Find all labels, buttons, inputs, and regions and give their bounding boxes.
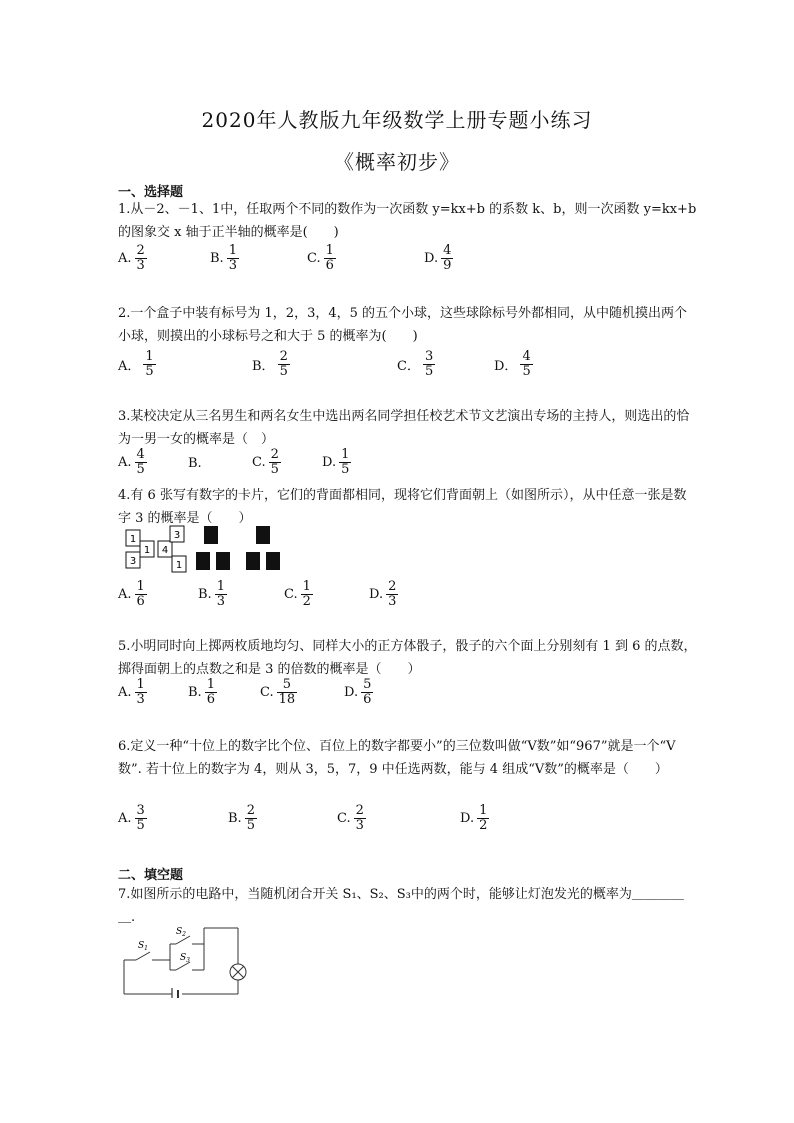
- q2-option-c: C． $\frac{3}{5}$: [397, 349, 434, 379]
- card-face-5: [170, 526, 184, 542]
- q3-option-d: D. $\frac{1}{5}$: [322, 447, 350, 477]
- q1-option-b: B. $\frac{1}{3}$: [210, 243, 237, 273]
- q4-option-b: B. $\frac{1}{3}$: [198, 579, 225, 609]
- card-face-4: [158, 541, 172, 557]
- q6-option-c: C. $\frac{2}{3}$: [337, 803, 364, 833]
- cards-figure: [118, 522, 288, 578]
- q5-option-b: B. $\frac{1}{6}$: [188, 677, 215, 707]
- q3-option-c: C. $\frac{2}{5}$: [252, 447, 279, 477]
- switch-label-s1: $S_1$: [138, 941, 148, 952]
- q1-option-c: C. $\frac{1}{6}$: [307, 243, 334, 273]
- question-3-text: 3.某校决定从三名男生和两名女生中选出两名同学担任校艺术节文艺演出专场的主持人，则选出的恰为一男一女的概率是（ ）: [118, 409, 690, 447]
- question-6-text: 6.定义一种“十位上的数字比个位、百位上的数字都要小”的三位数叫做“V数”如“967”就是一个“V数”. 若十位上的数字为 4，则从 3，5，7，9 中任选两数，能与 4 组成“V数”的概率是（ ）: [118, 739, 676, 777]
- q1-option-a: A. $\frac{2}{3}$: [118, 243, 145, 273]
- question-5-text: 5.小明同时向上掷两枚质地均匀、同样大小的正方体骰子，骰子的六个面上分别刻有 1 到 6 的点数，掷得面朝上的点数之和是 3 的倍数的概率是（ ）: [118, 639, 697, 677]
- switch-label-s2: $S_2$: [176, 927, 186, 938]
- card-back-2: [196, 552, 210, 570]
- card-face-1: [126, 530, 140, 546]
- q5-option-a: A. $\frac{1}{3}$: [118, 677, 145, 707]
- q4-option-d: D. $\frac{2}{3}$: [369, 579, 397, 609]
- card-label-2: 3: [129, 556, 137, 567]
- card-face-3: [140, 541, 154, 557]
- card-back-1: [204, 526, 218, 544]
- page-title: 2020年人教版九年级数学上册专题小练习: [201, 108, 593, 132]
- card-back-3: [216, 552, 230, 570]
- q4-option-c: C. $\frac{1}{2}$: [284, 579, 311, 609]
- q2-option-b: B． $\frac{2}{5}$: [252, 349, 288, 379]
- q3-option-b: B.: [188, 456, 202, 471]
- card-back-4: [256, 526, 270, 544]
- card-face-2: [126, 552, 140, 568]
- card-back-6: [266, 552, 280, 570]
- question-7-text: 7.如图所示的电路中，当随机闭合开关 S₁、S₂、S₃中的两个时，能够让灯泡发光的概率为＿＿＿＿＿.: [118, 887, 684, 925]
- card-label-3: 1: [143, 545, 151, 556]
- card-back-5: [246, 552, 260, 570]
- switch-label-s3: $S_3$: [180, 953, 190, 964]
- q5-option-d: D. $\frac{5}{6}$: [344, 677, 372, 707]
- card-face-6: [172, 556, 186, 572]
- card-label-1: 1: [129, 534, 137, 545]
- q5-option-c: C. $\frac{5}{18}$: [260, 677, 296, 707]
- circuit-diagram: [118, 924, 258, 998]
- card-label-4: 4: [161, 545, 169, 556]
- q6-option-a: A. $\frac{3}{5}$: [118, 803, 145, 833]
- q2-option-a: A． $\frac{1}{5}$: [118, 349, 154, 379]
- section-fill-heading: 二、填空题: [118, 868, 184, 883]
- section-choice-heading: 一、选择题: [118, 185, 184, 200]
- q1-option-d: D. $\frac{4}{9}$: [424, 243, 452, 273]
- q2-option-d: D． $\frac{4}{5}$: [494, 349, 531, 379]
- question-4-text: 4.有 6 张写有数字的卡片，它们的背面都相同，现将它们背面朝上（如图所示），从中任意一张是数字 3 的概率是（ ）: [118, 488, 687, 526]
- question-2-text: 2.一个盒子中装有标号为 1，2，3，4，5 的五个小球，这些球除标号外都相同，从中随机摸出两个小球，则摸出的小球标号之和大于 5 的概率为( ): [118, 306, 688, 344]
- q4-option-a: A. $\frac{1}{6}$: [118, 579, 145, 609]
- question-1-text: 1.从－2、－1、1中，任取两个不同的数作为一次函数 y=kx+b 的系数 k、b，则一次函数 y=kx+b 的图象交 x 轴于正半轴的概率是( ): [118, 202, 697, 240]
- card-label-5: 3: [173, 530, 181, 541]
- q3-option-a: A. $\frac{4}{5}$: [118, 447, 145, 477]
- page-subtitle: 《概率初步》: [334, 150, 460, 174]
- q6-option-b: B. $\frac{2}{5}$: [228, 803, 255, 833]
- card-label-6: 1: [175, 560, 183, 571]
- q6-option-d: D. $\frac{1}{2}$: [460, 803, 488, 833]
